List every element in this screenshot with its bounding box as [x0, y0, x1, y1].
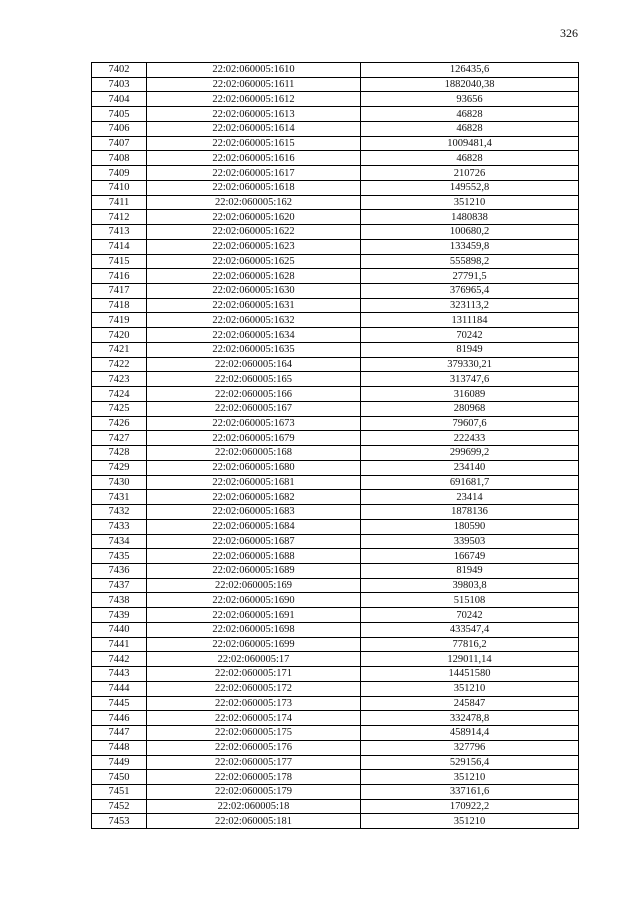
table-row — [92, 755, 579, 770]
cadastral-number-cell: 22:02:060005:1612 — [147, 92, 361, 107]
cadastral-value-table — [91, 62, 579, 829]
table-row — [92, 814, 579, 829]
row-number-cell: 7410 — [92, 180, 147, 195]
row-number-cell: 7408 — [92, 151, 147, 166]
row-number-cell: 7453 — [92, 814, 147, 829]
cadastral-number-cell: 22:02:060005:177 — [147, 755, 361, 770]
row-number-cell: 7420 — [92, 328, 147, 343]
row-number-cell: 7444 — [92, 681, 147, 696]
table-row — [92, 121, 579, 136]
value-cell: 14451580 — [361, 667, 579, 682]
cadastral-number-cell: 22:02:060005:1617 — [147, 166, 361, 181]
table-row — [92, 269, 579, 284]
table-row — [92, 593, 579, 608]
row-number-cell: 7441 — [92, 637, 147, 652]
cadastral-number-cell: 22:02:060005:1634 — [147, 328, 361, 343]
value-cell: 100680,2 — [361, 225, 579, 240]
value-cell: 327796 — [361, 740, 579, 755]
value-cell: 70242 — [361, 608, 579, 623]
row-number-cell: 7451 — [92, 784, 147, 799]
value-cell: 1480838 — [361, 210, 579, 225]
value-cell: 1882040,38 — [361, 77, 579, 92]
cadastral-number-cell: 22:02:060005:168 — [147, 446, 361, 461]
cadastral-number-cell: 22:02:060005:166 — [147, 387, 361, 402]
cadastral-number-cell: 22:02:060005:175 — [147, 726, 361, 741]
value-cell: 1009481,4 — [361, 136, 579, 151]
row-number-cell: 7446 — [92, 711, 147, 726]
cadastral-number-cell: 22:02:060005:18 — [147, 799, 361, 814]
value-cell: 234140 — [361, 460, 579, 475]
table-row — [92, 431, 579, 446]
cadastral-number-cell: 22:02:060005:1613 — [147, 107, 361, 122]
cadastral-number-cell: 22:02:060005:1620 — [147, 210, 361, 225]
row-number-cell: 7435 — [92, 549, 147, 564]
table-row — [92, 637, 579, 652]
value-cell: 458914,4 — [361, 726, 579, 741]
cadastral-number-cell: 22:02:060005:171 — [147, 667, 361, 682]
cadastral-number-cell: 22:02:060005:1688 — [147, 549, 361, 564]
row-number-cell: 7418 — [92, 298, 147, 313]
row-number-cell: 7414 — [92, 239, 147, 254]
row-number-cell: 7442 — [92, 652, 147, 667]
cadastral-number-cell: 22:02:060005:165 — [147, 372, 361, 387]
value-cell: 339503 — [361, 534, 579, 549]
row-number-cell: 7430 — [92, 475, 147, 490]
value-cell: 81949 — [361, 342, 579, 357]
value-cell: 379330,21 — [361, 357, 579, 372]
cadastral-number-cell: 22:02:060005:1625 — [147, 254, 361, 269]
row-number-cell: 7417 — [92, 284, 147, 299]
cadastral-number-cell: 22:02:060005:1632 — [147, 313, 361, 328]
cadastral-number-cell: 22:02:060005:1623 — [147, 239, 361, 254]
value-cell: 93656 — [361, 92, 579, 107]
table-row — [92, 505, 579, 520]
value-cell: 555898,2 — [361, 254, 579, 269]
cadastral-number-cell: 22:02:060005:176 — [147, 740, 361, 755]
value-cell: 149552,8 — [361, 180, 579, 195]
cadastral-number-cell: 22:02:060005:1682 — [147, 490, 361, 505]
value-cell: 166749 — [361, 549, 579, 564]
cadastral-number-cell: 22:02:060005:1684 — [147, 519, 361, 534]
row-number-cell: 7423 — [92, 372, 147, 387]
table-row — [92, 460, 579, 475]
value-cell: 691681,7 — [361, 475, 579, 490]
cadastral-number-cell: 22:02:060005:1673 — [147, 416, 361, 431]
cadastral-number-cell: 22:02:060005:1611 — [147, 77, 361, 92]
row-number-cell: 7443 — [92, 667, 147, 682]
value-cell: 79607,6 — [361, 416, 579, 431]
value-cell: 351210 — [361, 681, 579, 696]
value-cell: 27791,5 — [361, 269, 579, 284]
table-row — [92, 180, 579, 195]
row-number-cell: 7436 — [92, 563, 147, 578]
row-number-cell: 7438 — [92, 593, 147, 608]
table-row — [92, 475, 579, 490]
row-number-cell: 7452 — [92, 799, 147, 814]
cadastral-number-cell: 22:02:060005:162 — [147, 195, 361, 210]
row-number-cell: 7402 — [92, 63, 147, 78]
table-row — [92, 608, 579, 623]
table-row — [92, 726, 579, 741]
table-row — [92, 652, 579, 667]
value-cell: 529156,4 — [361, 755, 579, 770]
table-row — [92, 534, 579, 549]
table-row — [92, 563, 579, 578]
value-cell: 46828 — [361, 151, 579, 166]
table-row — [92, 77, 579, 92]
table-row — [92, 401, 579, 416]
table-body — [92, 63, 579, 829]
row-number-cell: 7439 — [92, 608, 147, 623]
cadastral-number-cell: 22:02:060005:1630 — [147, 284, 361, 299]
row-number-cell: 7424 — [92, 387, 147, 402]
table-row — [92, 681, 579, 696]
cadastral-number-cell: 22:02:060005:164 — [147, 357, 361, 372]
row-number-cell: 7422 — [92, 357, 147, 372]
cadastral-number-cell: 22:02:060005:181 — [147, 814, 361, 829]
row-number-cell: 7413 — [92, 225, 147, 240]
value-cell: 280968 — [361, 401, 579, 416]
table-row — [92, 387, 579, 402]
cadastral-number-cell: 22:02:060005:1615 — [147, 136, 361, 151]
value-cell: 133459,8 — [361, 239, 579, 254]
value-cell: 337161,6 — [361, 784, 579, 799]
table-row — [92, 166, 579, 181]
table-row — [92, 372, 579, 387]
cadastral-number-cell: 22:02:060005:167 — [147, 401, 361, 416]
row-number-cell: 7449 — [92, 755, 147, 770]
value-cell: 332478,8 — [361, 711, 579, 726]
value-cell: 515108 — [361, 593, 579, 608]
cadastral-number-cell: 22:02:060005:1610 — [147, 63, 361, 78]
row-number-cell: 7432 — [92, 505, 147, 520]
cadastral-number-cell: 22:02:060005:174 — [147, 711, 361, 726]
row-number-cell: 7407 — [92, 136, 147, 151]
row-number-cell: 7409 — [92, 166, 147, 181]
value-cell: 351210 — [361, 195, 579, 210]
table-row — [92, 313, 579, 328]
table-row — [92, 667, 579, 682]
row-number-cell: 7411 — [92, 195, 147, 210]
row-number-cell: 7419 — [92, 313, 147, 328]
cadastral-number-cell: 22:02:060005:169 — [147, 578, 361, 593]
value-cell: 39803,8 — [361, 578, 579, 593]
cadastral-number-cell: 22:02:060005:1690 — [147, 593, 361, 608]
table-row — [92, 490, 579, 505]
row-number-cell: 7426 — [92, 416, 147, 431]
table-row — [92, 151, 579, 166]
table-row — [92, 519, 579, 534]
value-cell: 1878136 — [361, 505, 579, 520]
cadastral-number-cell: 22:02:060005:1628 — [147, 269, 361, 284]
value-cell: 129011,14 — [361, 652, 579, 667]
value-cell: 23414 — [361, 490, 579, 505]
table-row — [92, 63, 579, 78]
row-number-cell: 7425 — [92, 401, 147, 416]
value-cell: 323113,2 — [361, 298, 579, 313]
table-row — [92, 284, 579, 299]
cadastral-number-cell: 22:02:060005:1614 — [147, 121, 361, 136]
cadastral-number-cell: 22:02:060005:1681 — [147, 475, 361, 490]
row-number-cell: 7440 — [92, 622, 147, 637]
table-row — [92, 92, 579, 107]
table-row — [92, 239, 579, 254]
row-number-cell: 7406 — [92, 121, 147, 136]
value-cell: 126435,6 — [361, 63, 579, 78]
value-cell: 46828 — [361, 121, 579, 136]
row-number-cell: 7404 — [92, 92, 147, 107]
cadastral-number-cell: 22:02:060005:1680 — [147, 460, 361, 475]
value-cell: 1311184 — [361, 313, 579, 328]
value-cell: 313747,6 — [361, 372, 579, 387]
value-cell: 77816,2 — [361, 637, 579, 652]
table-row — [92, 210, 579, 225]
row-number-cell: 7427 — [92, 431, 147, 446]
page-number: 326 — [560, 26, 578, 40]
value-cell: 222433 — [361, 431, 579, 446]
cadastral-number-cell: 22:02:060005:1698 — [147, 622, 361, 637]
table-row — [92, 107, 579, 122]
value-cell: 46828 — [361, 107, 579, 122]
table-row — [92, 711, 579, 726]
cadastral-number-cell: 22:02:060005:17 — [147, 652, 361, 667]
cadastral-number-cell: 22:02:060005:1622 — [147, 225, 361, 240]
cadastral-number-cell: 22:02:060005:1683 — [147, 505, 361, 520]
row-number-cell: 7437 — [92, 578, 147, 593]
value-cell: 433547,4 — [361, 622, 579, 637]
table-row — [92, 740, 579, 755]
table-row — [92, 446, 579, 461]
cadastral-number-cell: 22:02:060005:1687 — [147, 534, 361, 549]
row-number-cell: 7415 — [92, 254, 147, 269]
table-row — [92, 342, 579, 357]
value-cell: 376965,4 — [361, 284, 579, 299]
value-cell: 299699,2 — [361, 446, 579, 461]
cadastral-number-cell: 22:02:060005:179 — [147, 784, 361, 799]
table-row — [92, 254, 579, 269]
row-number-cell: 7450 — [92, 770, 147, 785]
row-number-cell: 7448 — [92, 740, 147, 755]
cadastral-number-cell: 22:02:060005:172 — [147, 681, 361, 696]
row-number-cell: 7416 — [92, 269, 147, 284]
table-row — [92, 416, 579, 431]
row-number-cell: 7445 — [92, 696, 147, 711]
table-row — [92, 578, 579, 593]
value-cell: 316089 — [361, 387, 579, 402]
cadastral-number-cell: 22:02:060005:1616 — [147, 151, 361, 166]
table-row — [92, 770, 579, 785]
cadastral-number-cell: 22:02:060005:173 — [147, 696, 361, 711]
table-row — [92, 784, 579, 799]
table-row — [92, 549, 579, 564]
value-cell: 81949 — [361, 563, 579, 578]
cadastral-number-cell: 22:02:060005:1689 — [147, 563, 361, 578]
row-number-cell: 7428 — [92, 446, 147, 461]
cadastral-number-cell: 22:02:060005:1691 — [147, 608, 361, 623]
cadastral-number-cell: 22:02:060005:1631 — [147, 298, 361, 313]
value-cell: 210726 — [361, 166, 579, 181]
table-row — [92, 799, 579, 814]
row-number-cell: 7433 — [92, 519, 147, 534]
row-number-cell: 7429 — [92, 460, 147, 475]
value-cell: 351210 — [361, 770, 579, 785]
row-number-cell: 7434 — [92, 534, 147, 549]
table-row — [92, 696, 579, 711]
value-cell: 70242 — [361, 328, 579, 343]
row-number-cell: 7431 — [92, 490, 147, 505]
table-row — [92, 357, 579, 372]
row-number-cell: 7421 — [92, 342, 147, 357]
cadastral-number-cell: 22:02:060005:1618 — [147, 180, 361, 195]
table-row — [92, 195, 579, 210]
table-row — [92, 298, 579, 313]
row-number-cell: 7405 — [92, 107, 147, 122]
table-row — [92, 136, 579, 151]
row-number-cell: 7447 — [92, 726, 147, 741]
cadastral-number-cell: 22:02:060005:178 — [147, 770, 361, 785]
value-cell: 170922,2 — [361, 799, 579, 814]
cadastral-number-cell: 22:02:060005:1699 — [147, 637, 361, 652]
cadastral-number-cell: 22:02:060005:1635 — [147, 342, 361, 357]
value-cell: 180590 — [361, 519, 579, 534]
value-cell: 351210 — [361, 814, 579, 829]
table-row — [92, 622, 579, 637]
row-number-cell: 7403 — [92, 77, 147, 92]
cadastral-number-cell: 22:02:060005:1679 — [147, 431, 361, 446]
value-cell: 245847 — [361, 696, 579, 711]
table-row — [92, 225, 579, 240]
row-number-cell: 7412 — [92, 210, 147, 225]
table-row — [92, 328, 579, 343]
